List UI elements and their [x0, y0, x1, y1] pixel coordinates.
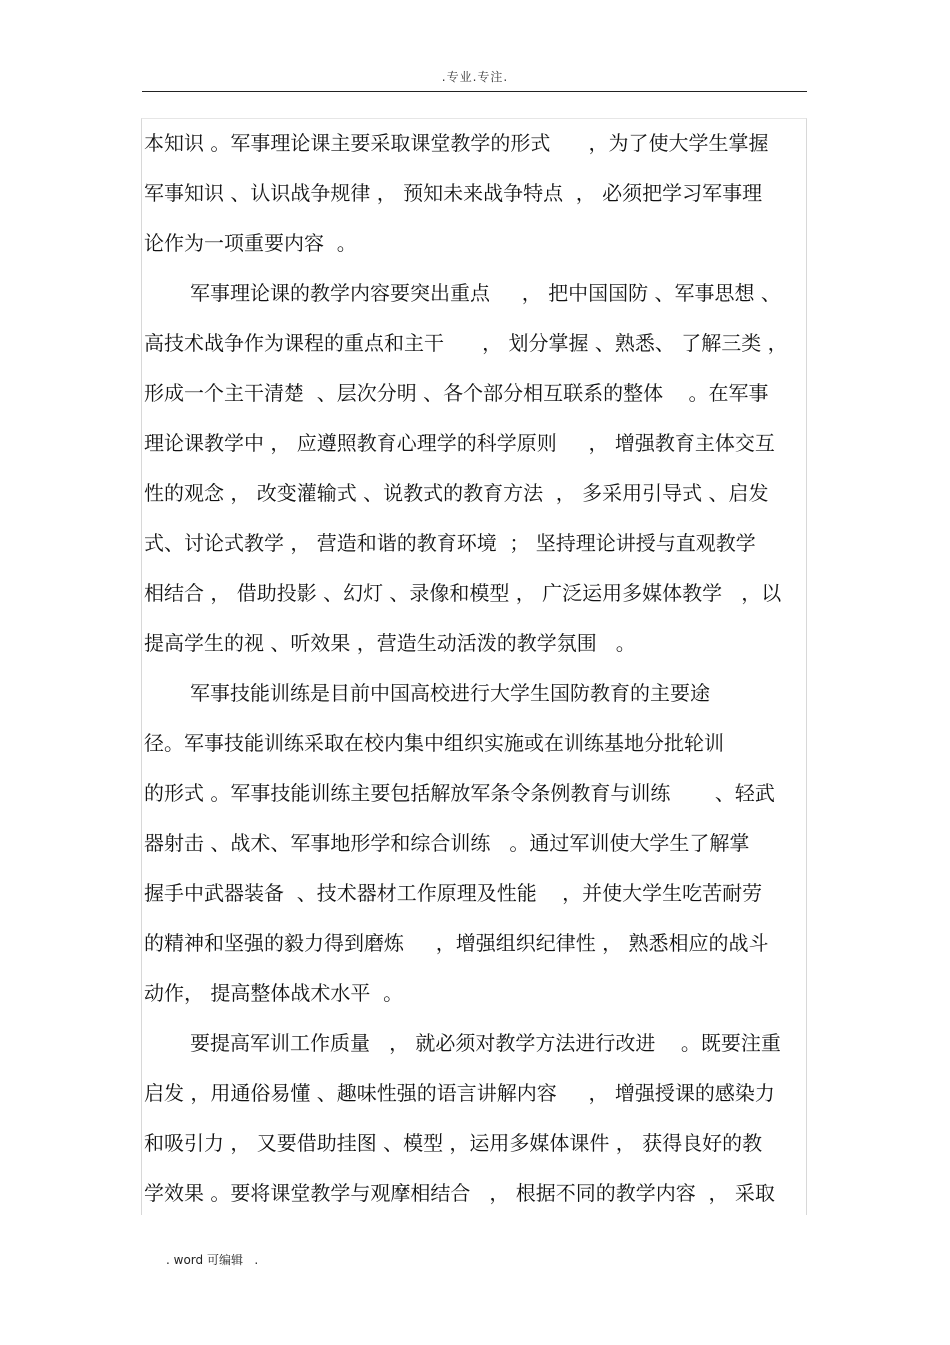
body-text — [144, 118, 808, 1218]
body-line: 理论课教学中 ， 应遵照教育心理学的科学原则 ， 增强教育主体交互 — [144, 431, 775, 455]
body-line: 动作， 提高整体战术水平 。 — [144, 981, 404, 1005]
body-line: 式、讨论式教学 ， 营造和谐的教育环境 ； 坚持理论讲授与直观教学 — [144, 531, 756, 555]
body-line: 相结合 ， 借助投影 、幻灯 、录像和模型 ， 广泛运用多媒体教学 ，以 — [144, 581, 782, 605]
body-line: 握手中武器装备 、技术器材工作原理及性能 ，并使大学生吃苦耐劳 — [144, 881, 763, 905]
header-rule — [142, 91, 807, 92]
body-line: 径。军事技能训练采取在校内集中组织实施或在训练基地分批轮训 — [144, 731, 724, 755]
body-line-paragraph-start: 要提高军训工作质量 ， 就必须对教学方法进行改进 。既要注重 — [190, 1031, 781, 1055]
body-line: 性的观念 ， 改变灌输式 、说教式的教育方法 ， 多采用引导式 、启发 — [144, 481, 769, 505]
body-line: 的形式 。军事技能训练主要包括解放军条令条例教育与训练 、轻武 — [144, 781, 775, 805]
body-line: 形成一个主干清楚 、层次分明 、各个部分相互联系的整体 。在军事 — [144, 381, 769, 405]
body-line: 器射击 、战术、军事地形学和综合训练 。通过军训使大学生了解掌 — [144, 831, 750, 855]
body-line: 军事知识 、认识战争规律 ， 预知未来战争特点 ， 必须把学习军事理 — [144, 181, 763, 205]
body-line: 和吸引力 ， 又要借助挂图 、模型 ，运用多媒体课件 ， 获得良好的教 — [144, 1131, 763, 1155]
page-footer: . word 可编辑 . — [166, 1253, 259, 1267]
body-line: 学效果 。要将课堂教学与观摩相结合 ， 根据不同的教学内容 ， 采取 — [144, 1181, 775, 1205]
body-line-paragraph-start: 军事理论课的教学内容要突出重点 ， 把中国国防 、军事思想 、 — [190, 281, 781, 305]
body-line: 论作为一项重要内容 。 — [144, 231, 357, 255]
body-line: 启发 ，用通俗易懂 、趣味性强的语言讲解内容 ， 增强授课的感染力 — [144, 1081, 775, 1105]
body-line: 的精神和坚强的毅力得到磨炼 ，增强组织纪律性 ， 熟悉相应的战斗 — [144, 931, 769, 955]
body-line-paragraph-start: 军事技能训练是目前中国高校进行大学生国防教育的主要途 — [190, 681, 710, 705]
page-header: .专业.专注. — [441, 70, 509, 84]
body-line: 提高学生的视 、听效果 ，营造生动活泼的教学氛围 。 — [144, 631, 636, 655]
body-line: 高技术战争作为课程的重点和主干 ， 划分掌握 、熟悉、 了解三类 ， — [144, 331, 788, 355]
body-line: 本知识 。军事理论课主要采取课堂教学的形式 ，为了使大学生掌握 — [144, 131, 769, 155]
